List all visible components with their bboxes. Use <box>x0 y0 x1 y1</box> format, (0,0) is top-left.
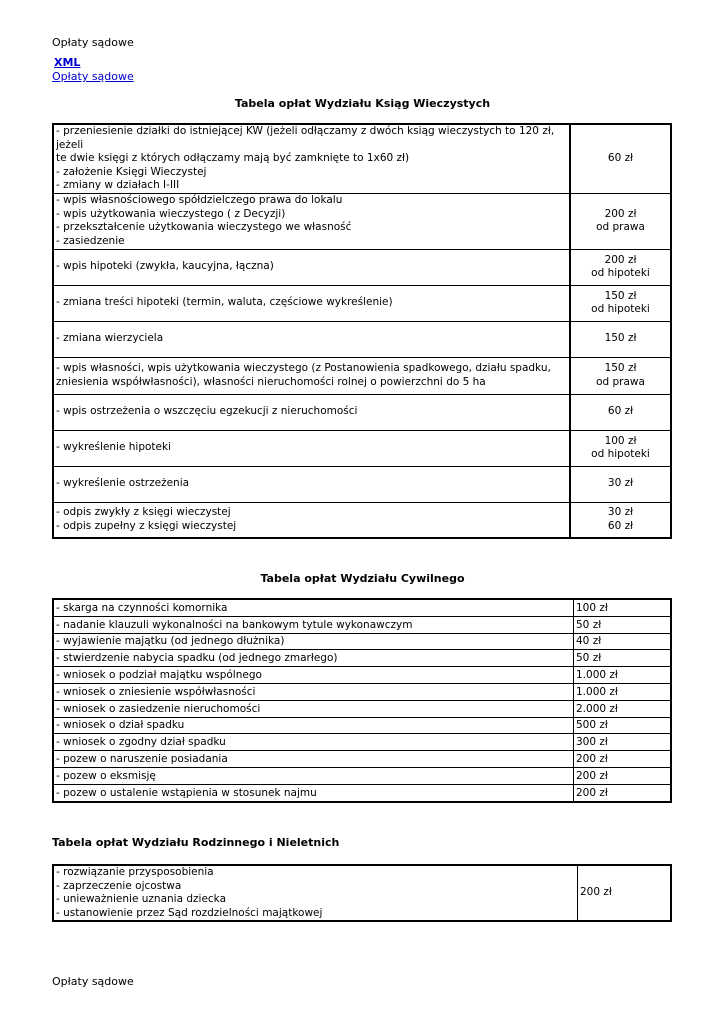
fee-description: - wpis własnościowego spółdzielczego prawa do lokalu - wpis użytkowania wieczystego ( z Decyzji) - przekształcenie użytkowania wieczystego we własność - zasiedzenie <box>53 193 570 249</box>
table-row <box>53 633 671 650</box>
family-table <box>52 864 672 922</box>
table-row <box>53 650 671 667</box>
fee-description: - skarga na czynności komornika <box>53 599 574 616</box>
table-row <box>53 700 671 717</box>
xml-link[interactable]: XML <box>54 56 81 69</box>
land-registry-title: Tabela opłat Wydziału Ksiąg Wieczystych <box>234 97 491 110</box>
fee-amount: 150 zł od hipoteki <box>570 285 671 321</box>
table-row <box>53 357 671 394</box>
table-row <box>53 430 671 466</box>
fee-description: - zmiana treści hipoteki (termin, waluta, częściowe wykreślenie) <box>53 285 570 321</box>
table-row <box>53 321 671 357</box>
table-row <box>53 193 671 249</box>
fee-description: - pozew o naruszenie posiadania <box>53 751 574 768</box>
fee-description: - pozew o eksmisję <box>53 767 574 784</box>
fee-amount: 200 zł <box>578 865 672 921</box>
fee-amount: 1.000 zł <box>574 683 672 700</box>
fee-amount: 60 zł <box>570 124 671 193</box>
fee-description: - przeniesienie działki do istniejącej KW (jeżeli odłączamy z dwóch ksiąg wieczystych to 120 zł, jeżeli te dwie księgi z których odłączamy mają być zamknięte to 1x60 zł) - założenie Księgi Wieczystej - zmiany w działach I-III <box>53 124 570 193</box>
fee-description: - pozew o ustalenie wstąpienia w stosunek najmu <box>53 784 574 801</box>
fee-description: - wykreślenie ostrzeżenia <box>53 466 570 502</box>
fee-amount: 500 zł <box>574 717 672 734</box>
table-row <box>53 394 671 430</box>
fee-amount: 200 zł od hipoteki <box>570 249 671 285</box>
fee-description: - wpis własności, wpis użytkowania wieczystego (z Postanowienia spadkowego, działu spadku, zniesienia współwłasności), własności nieruchomości rolnej o powierzchni do 5 ha <box>53 357 570 394</box>
family-title: Tabela opłat Wydziału Rodzinnego i Nieletnich <box>52 836 340 849</box>
table-row <box>53 751 671 768</box>
fee-amount: 40 zł <box>574 633 672 650</box>
land-registry-table <box>52 123 672 539</box>
table-row <box>53 734 671 751</box>
fee-description: - stwierdzenie nabycia spadku (od jednego zmarłego) <box>53 650 574 667</box>
fee-description: - wniosek o zgodny dział spadku <box>53 734 574 751</box>
fee-description: - wniosek o zniesienie współwłasności <box>53 683 574 700</box>
fee-amount: 2.000 zł <box>574 700 672 717</box>
fee-amount: 100 zł <box>574 599 672 616</box>
page-header: Opłaty sądowe <box>52 36 134 49</box>
fee-description: - wykreślenie hipoteki <box>53 430 570 466</box>
fee-amount: 100 zł od hipoteki <box>570 430 671 466</box>
fee-amount: 150 zł <box>570 321 671 357</box>
fee-amount: 200 zł <box>574 767 672 784</box>
fee-amount: 1.000 zł <box>574 667 672 684</box>
table-row <box>53 466 671 502</box>
fee-description: - rozwiązanie przysposobienia - zaprzeczenie ojcostwa - unieważnienie uznania dziecka - ustanowienie przez Sąd rozdzielności majątkowej <box>53 865 578 921</box>
fee-description: - nadanie klauzuli wykonalności na bankowym tytule wykonawczym <box>53 616 574 633</box>
fee-amount: 200 zł od prawa <box>570 193 671 249</box>
table-row <box>53 249 671 285</box>
table-row <box>53 124 671 193</box>
fee-amount: 60 zł <box>570 394 671 430</box>
table-row <box>53 717 671 734</box>
civil-title: Tabela opłat Wydziału Cywilnego <box>260 572 465 585</box>
fee-amount: 50 zł <box>574 650 672 667</box>
table-row <box>53 616 671 633</box>
table-row <box>53 683 671 700</box>
table-row <box>53 865 671 921</box>
table-row <box>53 599 671 616</box>
fee-description: - odpis zwykły z księgi wieczystej - odpis zupełny z księgi wieczystej <box>53 502 570 538</box>
fee-description: - wpis hipoteki (zwykła, kaucyjna, łączna) <box>53 249 570 285</box>
fee-description: - wyjawienie majątku (od jednego dłużnika) <box>53 633 574 650</box>
fee-amount: 300 zł <box>574 734 672 751</box>
fee-description: - zmiana wierzyciela <box>53 321 570 357</box>
table-row <box>53 667 671 684</box>
table-row <box>53 767 671 784</box>
fee-amount: 200 zł <box>574 751 672 768</box>
fee-amount: 50 zł <box>574 616 672 633</box>
fee-amount: 200 zł <box>574 784 672 801</box>
fee-amount: 30 zł <box>570 466 671 502</box>
fee-description: - wniosek o zasiedzenie nieruchomości <box>53 700 574 717</box>
table-row <box>53 502 671 538</box>
fee-amount: 30 zł 60 zł <box>570 502 671 538</box>
table-row <box>53 285 671 321</box>
civil-table <box>52 598 672 803</box>
page-footer: Opłaty sądowe <box>52 975 134 988</box>
fees-link[interactable]: Opłaty sądowe <box>52 70 134 83</box>
table-row <box>53 784 671 801</box>
fee-amount: 150 zł od prawa <box>570 357 671 394</box>
fee-description: - wniosek o dział spadku <box>53 717 574 734</box>
fee-description: - wniosek o podział majątku wspólnego <box>53 667 574 684</box>
fee-description: - wpis ostrzeżenia o wszczęciu egzekucji z nieruchomości <box>53 394 570 430</box>
